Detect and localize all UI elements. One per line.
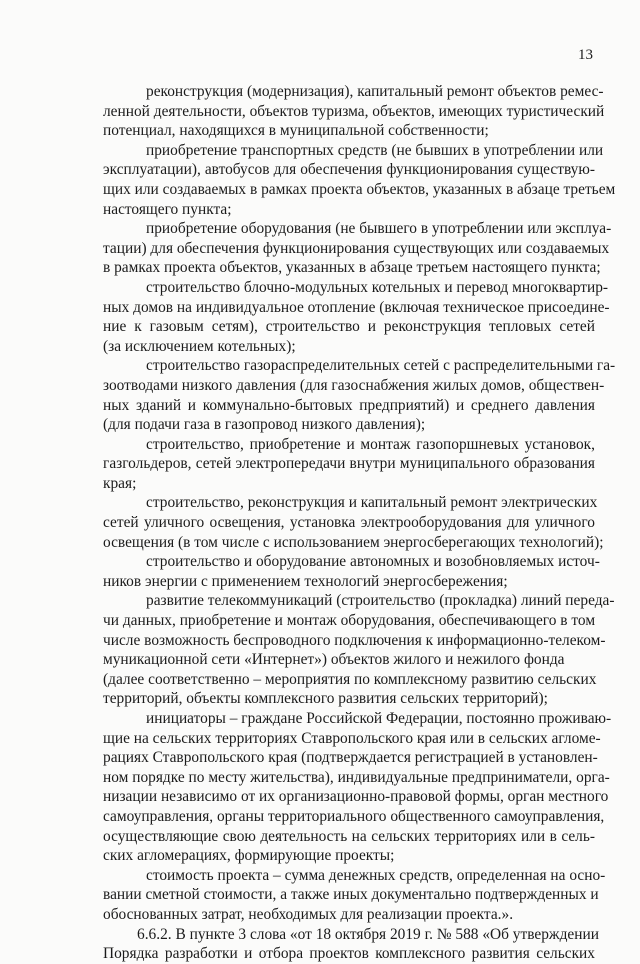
text-line: ние к газовым сетям), строительство и реконструкция тепловых сетей	[103, 318, 595, 336]
text-line: потенциал, находящихся в муниципальной собственности;	[103, 122, 489, 140]
text-line: муникационной сети «Интернет») объектов жилого и нежилого фонда	[103, 651, 565, 669]
text-line: приобретение транспортных средств (не бывших в употреблении или	[146, 141, 604, 159]
text-line: рациях Ставропольского края (подтверждается регистрацией в установлен-	[103, 749, 598, 767]
text-line: эксплуатации), автобусов для обеспечения функционирования существую-	[103, 161, 595, 179]
text-line: ских агломерациях, формирующие проекты;	[103, 847, 395, 865]
text-line: числе возможность беспроводного подключения к информационно-телеком-	[103, 631, 606, 649]
text-line: настоящего пункта;	[103, 200, 232, 218]
text-line: территорий, объекты комплексного развития сельских территорий);	[103, 690, 548, 708]
text-line: низации независимо от их организационно-правовой формы, орган местного	[103, 788, 609, 806]
text-line: щие на сельских территориях Ставропольского края или в сельских агломе-	[103, 729, 601, 747]
text-line: стоимость проекта – сумма денежных средств, определенная на осно-	[146, 866, 606, 884]
document-body	[103, 82, 616, 964]
text-line: ных зданий и коммунально-бытовых предприятий) и среднего давления	[103, 396, 595, 414]
text-line: ных домов на индивидуальное отопление (включая техническое присоедине-	[103, 298, 610, 316]
text-line: зоотводами низкого давления (для газоснабжения жилых домов, обществен-	[103, 376, 605, 394]
text-line: (далее соответственно – мероприятия по комплексному развитию сельских	[103, 670, 597, 688]
text-line: в рамках проекта объектов, указанных в абзаце третьем настоящего пункта;	[103, 259, 601, 277]
text-line: самоуправления, органы территориального общественного самоуправления,	[103, 807, 605, 825]
text-line: сетей уличного освещения, установка электрооборудования для уличного	[103, 514, 595, 532]
text-line: ленной деятельности, объектов туризма, объектов, имеющих туристический	[103, 102, 605, 120]
text-line: чи данных, приобретение и монтаж оборудования, обеспечивающего в том	[103, 612, 596, 630]
text-line: строительство, реконструкция и капитальный ремонт электрических	[146, 494, 598, 512]
page-number: 13	[578, 47, 593, 63]
text-line: тации) для обеспечения функционирования существующих или создаваемых	[103, 239, 610, 257]
text-line: строительство блочно-модульных котельных и перевод многоквартир-	[146, 278, 609, 296]
text-line: 6.6.2. В пункте 3 слова «от 18 октября 2019 г. № 588 «Об утверждении	[137, 925, 599, 943]
text-line: (за исключением котельных);	[103, 337, 296, 355]
text-line: (для подачи газа в газопровод низкого давления);	[103, 416, 426, 434]
text-line: края;	[103, 474, 137, 492]
text-line: приобретение оборудования (не бывшего в употреблении или эксплуа-	[146, 220, 612, 238]
text-line: осуществляющие свою деятельность на сельских территориях или в сель-	[103, 827, 595, 845]
text-line: щих или создаваемых в рамках проекта объектов, указанных в абзаце третьем	[103, 180, 616, 198]
text-line: строительство газораспределительных сетей с распределительными га-	[146, 357, 616, 375]
text-line: ном порядке по месту жительства), индивидуальные предприниматели, орга-	[103, 768, 610, 786]
text-line: обоснованных затрат, необходимых для реализации проекта.».	[103, 905, 514, 923]
text-line: инициаторы – граждане Российской Федерации, постоянно проживаю-	[146, 710, 612, 727]
text-line: строительство, приобретение и монтаж газопоршневых установок,	[146, 435, 595, 453]
text-line: вании сметной стоимости, а также иных документально подтвержденных и	[103, 886, 599, 904]
text-line: развитие телекоммуникаций (строительство (прокладка) линий переда-	[146, 592, 615, 610]
text-line: Порядка разработки и отбора проектов комплексного развития сельских	[103, 945, 595, 963]
text-line: ников энергии с применением технологий энергосбережения;	[103, 572, 508, 590]
text-line: освещения (в том числе с использованием энергосберегающих технологий);	[103, 533, 604, 551]
text-line: реконструкция (модернизация), капитальный ремонт объектов ремес-	[146, 83, 604, 100]
text-line: газгольдеров, сетей электропередачи внутри муниципального образования	[103, 455, 595, 473]
text-line: строительство и оборудование автономных и возобновляемых источ-	[146, 553, 600, 571]
